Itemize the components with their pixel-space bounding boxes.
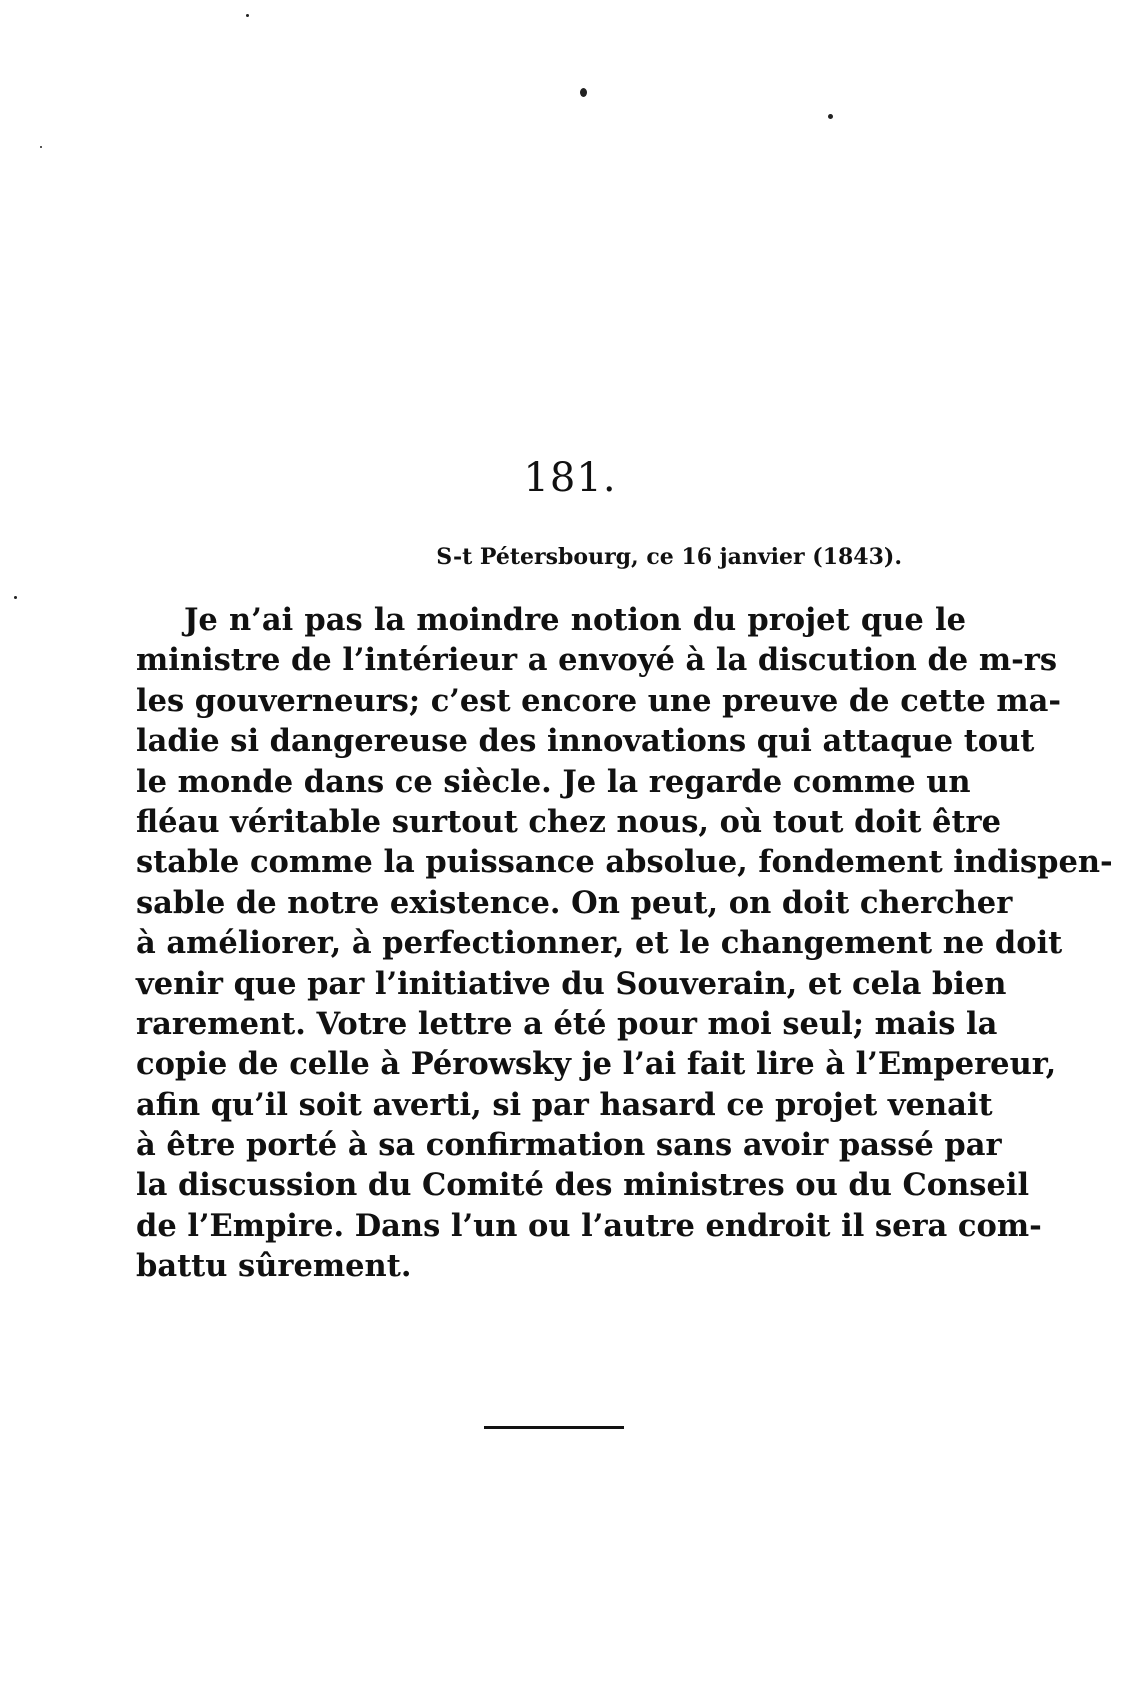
text-line: fléau véritable surtout chez nous, où tout doit être <box>136 803 1002 840</box>
text-line: les gouverneurs; c’est encore une preuve de cette ma- <box>136 682 1062 719</box>
text-line: Je n’ai pas la moindre notion du projet que le <box>184 602 966 638</box>
text-line: copie de celle à Pérowsky je l’ai fait lire à l’Empereur, <box>136 1046 1057 1083</box>
ink-speck <box>828 114 833 119</box>
ink-speck <box>246 14 249 17</box>
text-line: le monde dans ce siècle. Je la regarde comme un <box>136 763 971 800</box>
closing-rule <box>484 1426 624 1429</box>
text-line: stable comme la puissance absolue, fondement indispen- <box>136 844 1113 881</box>
ink-speck <box>14 596 17 599</box>
text-line: sable de notre existence. On peut, on doit chercher <box>136 884 1013 921</box>
text-line: à améliorer, à perfectionner, et le changement ne doit <box>136 925 1063 962</box>
text-line: afin qu’il soit averti, si par hasard ce projet venait <box>136 1086 993 1123</box>
text-line: à être porté à sa confirmation sans avoir passé par <box>136 1127 1002 1164</box>
ink-speck <box>580 88 587 97</box>
text-line: rarement. Votre lettre a été pour moi seul; mais la <box>136 1005 998 1042</box>
letter-body <box>136 600 1113 1287</box>
text-line: de l’Empire. Dans l’un ou l’autre endroit il sera com- <box>136 1207 1042 1244</box>
text-line: venir que par l’initiative du Souverain, et cela bien <box>136 965 1007 1002</box>
text-line: la discussion du Comité des ministres ou du Conseil <box>136 1167 1030 1204</box>
text-line: ladie si dangereuse des innovations qui attaque tout <box>136 723 1035 760</box>
text-line: ministre de l’intérieur a envoyé à la discution de m-rs <box>136 642 1057 679</box>
text-line: battu sûrement. <box>136 1248 412 1285</box>
letter-number: 181. <box>523 455 617 501</box>
ink-speck <box>40 146 42 148</box>
dateline: S-t Pétersbourg, ce 16 janvier (1843). <box>436 544 902 570</box>
